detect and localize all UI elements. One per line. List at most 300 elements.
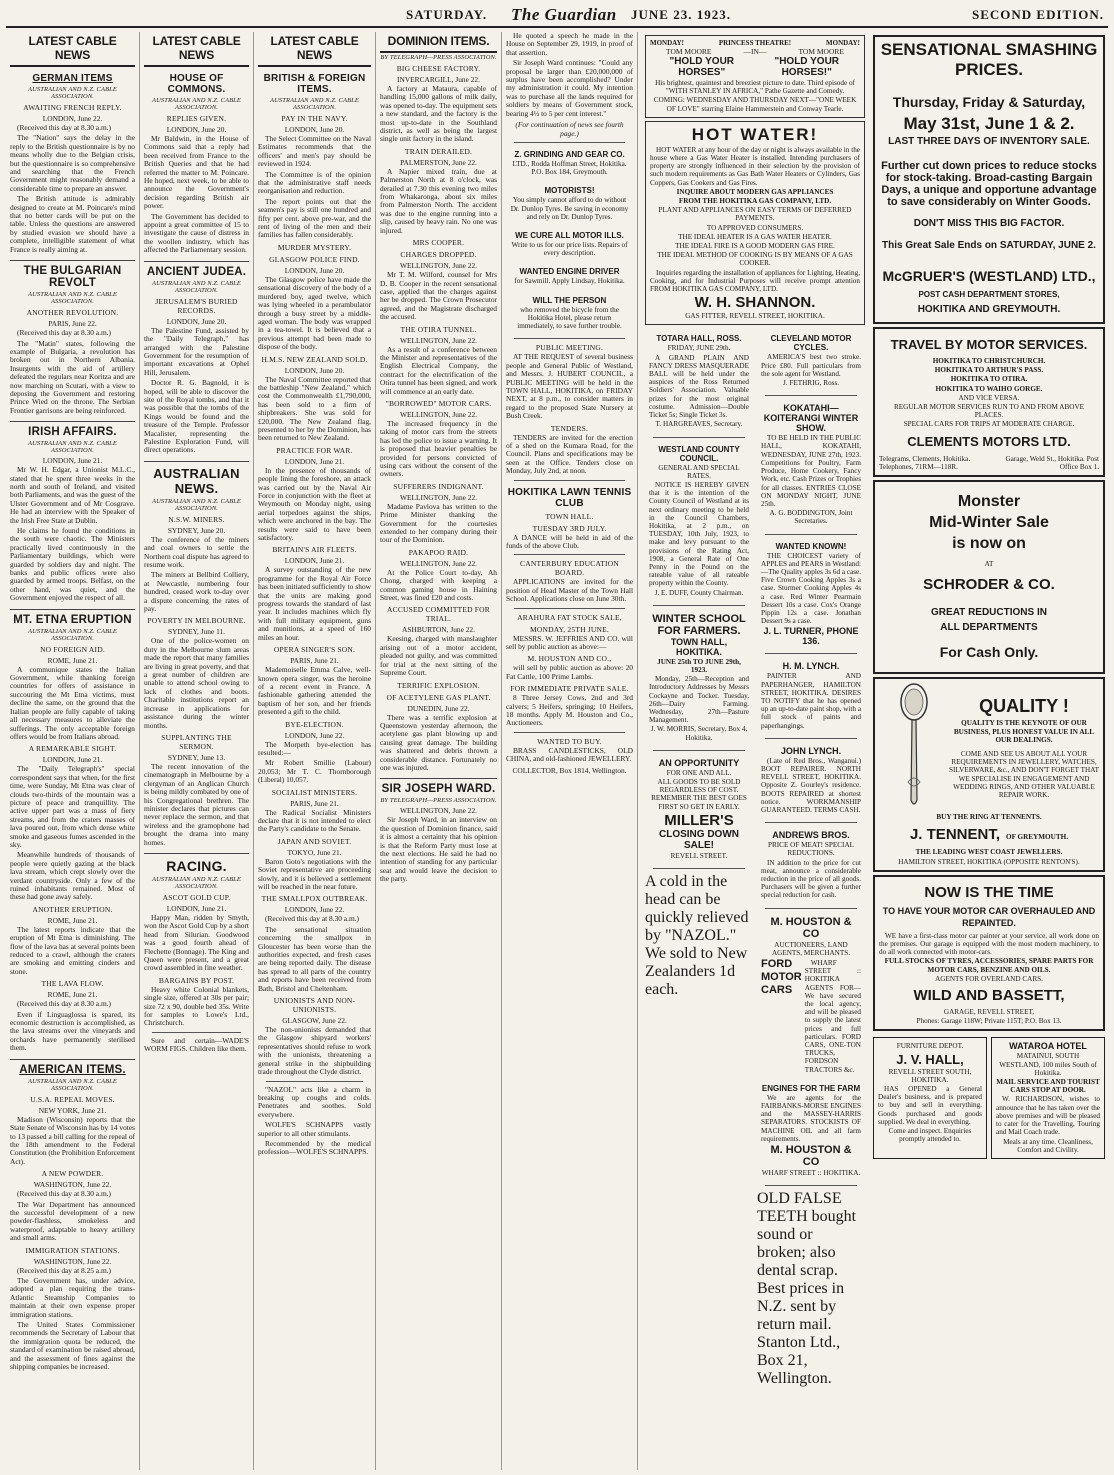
divider	[266, 1081, 363, 1082]
garage-ad	[873, 875, 1105, 1032]
classified-ad	[506, 293, 633, 335]
divider	[765, 1185, 857, 1186]
subhead: A NEW POWDER.	[41, 1169, 104, 1179]
section-title: THE BULGARIAN REVOLT	[10, 260, 135, 289]
subhead: IMMIGRATION STATIONS.	[25, 1245, 120, 1255]
paragraph: The "Daily Telegraph's" special correspondent says that when, for the first time, were Sunday, Mt Etna was clear of clouds two-thirds of the mountain was a picture of peace and tranquillity. The active upper part was a mass of fiery streams, and from the craters masses of lava poured out, from which dense white smoke and gaseous fumes ascended in the sky.	[10, 764, 135, 849]
ad-text: ALL GOODS TO BE SOLD REGARDLESS OF COST. REMEMBER THE BEST GOES FIRST SO GET IN EARLY.	[651, 777, 747, 811]
sale-title: PRICES.	[954, 60, 1024, 79]
dateline: WELLINGTON, June 22.	[399, 409, 478, 419]
paragraph: Mr Robert Smillie (Labour) 20,053; Mr T. C. Thornborough (Liberal) 10,057.	[258, 758, 371, 785]
column-6-left	[645, 328, 753, 1388]
subhead: N.S.W. MINERS.	[168, 514, 225, 524]
ad-heading: WANTED KNOWN!	[775, 541, 847, 551]
section-title: BRITISH & FOREIGN ITEMS.	[263, 73, 366, 95]
paragraph: Recommended by the medical profession—WOLFE'S SCHNAPPS.	[258, 1138, 371, 1157]
paragraph: The latest reports indicate that the eruption of Mt Etna is diminishing. The flow of the lava has at several points been reduced to a crawl, although the craters are smoking and emitting cinders and stone.	[10, 924, 135, 976]
dateline: GLASGOW, June 22.	[282, 1016, 347, 1026]
dateline: TOKYO, June 21.	[287, 847, 342, 857]
ad-heading: CLEVELAND MOTOR CYCLES.	[770, 334, 852, 353]
divider	[514, 554, 625, 555]
paragraph: WOLFE'S SCHNAPPS vastly superior to all other stimulants.	[258, 1120, 371, 1138]
subhead: TERRIFIC EXPLOSION.	[397, 680, 480, 690]
dateline: WASHINGTON, June 22.	[33, 1256, 112, 1266]
subhead: PAKAPOO RAID.	[408, 547, 469, 557]
ad-heading: WINTER SCHOOL FOR FARMERS.	[652, 612, 746, 637]
furniture-come: Come and inspect. Enquiries promptly attended to.	[888, 1127, 972, 1144]
paragraph: APPLICATIONS are invited for the position of Head Master of the Town Hall School. Applications close on June 30th.	[506, 577, 633, 604]
sale-last: LAST THREE DAYS OF INVENTORY SALE.	[888, 136, 1090, 147]
column-6	[641, 32, 869, 1470]
ad-text: (Late of Red Bros., Wanganui.) BOOT REPAIRER. NORTH REVELL STREET, HOKITIKA. Opposite Z. Gourley's residence. BOOTS REPAIRED at shortest notice. WORKMANSHIP GUARANTEED. TERMS CASH.	[761, 756, 861, 814]
ad-heading: WILL THE PERSON	[532, 295, 607, 305]
section-title: AUSTRALIAN NEWS.	[144, 461, 249, 496]
subhead: THE SMALLPOX OUTBREAK.	[261, 894, 368, 904]
column-4	[376, 32, 502, 1470]
dateline: ROME, June 21.	[47, 990, 98, 1000]
column-heading: LATEST CABLE NEWS	[10, 32, 135, 67]
edition-label: SECOND EDITION.	[971, 7, 1104, 22]
subhead: TOWN HALL.	[545, 511, 594, 521]
twin-columns	[873, 1034, 1105, 1161]
sale-at: AT	[984, 560, 994, 569]
paragraph: In the presence of thousands of people lining the foreshore, an attack was carried out by the Naval Air Force in conjunction with the fleet at Weymouth on Monday night, using aerial torpedoes against the ships, which were anchored in the bay. The results were said to have been satisfactory.	[258, 465, 371, 543]
classified-ad	[757, 400, 865, 529]
travel-regular: REGULAR MOTOR SERVICES RUN TO AND FROM ABOVE PLACES.	[893, 403, 1085, 420]
subhead: PRACTICE FOR WAR.	[276, 445, 353, 455]
masthead	[6, 4, 1108, 28]
column-2	[140, 32, 254, 1470]
jeweller-firm-row	[879, 822, 1099, 847]
ad-signature: A. G. BODDINGTON, Joint Secretaries.	[769, 509, 853, 526]
cash-only: For Cash Only.	[939, 644, 1039, 661]
dateline: SYDNEY, June 11.	[167, 627, 226, 637]
divider	[653, 750, 745, 751]
paragraph: (Received this day at 8.30 a.m.)	[17, 123, 111, 132]
dateline: ROME, June 21.	[47, 915, 98, 925]
furniture-firm: J. V. HALL,	[896, 1051, 964, 1067]
garage-title: NOW IS THE TIME	[924, 883, 1054, 901]
paragraph: Baron Goto's negotiations with the Soviet representative are proceeding slowly, and it is believed a settlement will be reached in the near future.	[258, 856, 371, 891]
divider	[765, 738, 857, 739]
dateline: ASHBURTON, June 22.	[402, 625, 475, 635]
paragraph: The War Department has announced the successful development of a new powder-flashless, smokeless and waterproof, adaptable to heavy artillery and small arms.	[10, 1199, 135, 1243]
ad-line: THE IDEAL METHOD OF COOKING IS BY MEANS OF A GAS COOKER.	[657, 251, 853, 268]
quality-text	[949, 694, 1099, 800]
subhead: BRITAIN'S AIR FLEETS.	[272, 545, 357, 555]
subhead: NO FOREIGN AID.	[40, 644, 105, 654]
quality-key: QUALITY IS THE KEYNOTE OF OUR BUSINESS, PLUS HONEST VALUE IN ALL OUR DEALINGS.	[953, 719, 1095, 744]
subhead: OPERA SINGER'S SON.	[273, 645, 356, 655]
ad-text: for Sawmill. Apply Lindsay, Hokitika.	[514, 277, 625, 286]
masthead-day: SATURDAY.	[406, 7, 488, 22]
paragraph: As a result of a conference between the Minister and representatives of the English Electrical Company, the contract for the electrification of the Otira tunnel has been signed, and work will commence at an early date.	[380, 344, 497, 396]
ad-subhead: PRICE OF MEAT! SPECIAL REDUCTIONS.	[767, 841, 855, 858]
section-title: RACING.	[144, 853, 249, 874]
ad-text: WHARF STREET :: HOKITIKA AGENTS FOR—We have secured the local agency, and will be pleased to supply the latest prices and full particulars. FORD CARS, ONE-TON TRUCKS, FORDSON TRACTORS &c.	[804, 959, 861, 1074]
subhead: MONDAY, 25TH JUNE.	[529, 624, 610, 634]
jeweller-of: OF GREYMOUTH.	[1005, 833, 1069, 842]
hotel-ad	[991, 1037, 1105, 1158]
theatre-title-row	[650, 56, 860, 78]
continuation-notice: (For continuation of news see fourth page.)	[515, 120, 624, 139]
ad-text: We are agents for the FAIRBANKS-MORSE ENGINES and the MASSEY-HARRIS SEPARATORS. STOCKISTS OF MACHINE OIL and all farm requirements.	[761, 1093, 861, 1143]
theatre-star: TOM MOORE	[666, 47, 712, 56]
jeweller-ad	[873, 677, 1105, 872]
paragraph: MESSRS. W. JEFFRIES AND CO. will sell by public auction as above:—	[506, 633, 633, 652]
paragraph: "NAZOL" acts like a charm in breaking up coughs and colds. Penetrates and soothes. Sold everywhere.	[258, 1084, 371, 1119]
paragraph: Keesing, charged with manslaughter arising out of a motor accident, pleaded not guilty, and was committed for trial at the next sitting of the Supreme Court.	[380, 634, 497, 678]
credit-line: AUSTRALIAN AND N.Z. CABLE ASSOCIATION.	[152, 279, 241, 294]
ad-firm: M. HOUSTON & CO	[770, 1144, 852, 1169]
sale-miss: DON'T MISS THIS BIG FACTOR.	[913, 218, 1065, 229]
dateline: NEW YORK, June 21.	[38, 1105, 107, 1115]
ad-line: INQUIRE ABOUT MODERN GAS APPLIANCES	[676, 187, 834, 196]
subhead: M. HOUSTON AND CO.,	[527, 654, 612, 664]
paragraph: The report points out that the seamen's pay is still one hundred and fifty per cent. above pre-war, and the rent of living of the men and their families has fallen considerably.	[258, 196, 371, 240]
paragraph: The "Matin" states, following the example of Bulgaria, a revolution has broken out in Northern Albania. Insurgents with the aid of artillery defeated the regulars near Koritza and are now marching on Scutari, with a view to deposing the Government and restoring Prince Wied on the throne. The Serbian Frontier garrisons are being reinforced.	[10, 338, 135, 415]
column-6-right	[757, 328, 865, 1388]
paragraph: Sure and certain—WADE'S WORM FIGS. Children like them.	[144, 1035, 249, 1054]
paragraph: A communique states the Italian Government, while thanking foreign countries for offers of assistance in succouring the Mt Etna victims, must decline the same, on the ground that the Italian people are fully capable of taking all necessary measures to alleviate the sufferings. The only acceptable foreign offers would be from Italians abroad.	[10, 664, 135, 741]
classified-ad	[757, 331, 865, 391]
ad-signature: J. W. MORRIS, Secretary, Box 4, Hokitika.	[650, 725, 748, 742]
paragraph: A survey outstanding of the new programme for the Royal Air Force has been initiated sufficiently to show that the units are making good progress towards the standard of last year. It includes machines which fly with full military equipment, guns and munitions, at a speed of 160 miles an hour.	[258, 565, 371, 642]
ford-side-label	[761, 958, 802, 1075]
dateline: LONDON, June 21.	[166, 903, 227, 913]
paragraph: Mr W. H. Edgar, a Unionist M.L.C., stated that he spent three weeks in the north and south of Ireland, and visited both Parliaments, and was the guest of the Ulster Government and of Mr Cosgrave. He had an interview with the Speaker of the Irish Free State at Dublin.	[10, 465, 135, 525]
credit-line: BY TELEGRAPH—PRESS ASSOCIATION.	[380, 797, 497, 805]
ad-text: TO BE HELD IN THE PUBLIC HALL, KOKATAHI, WEDNESDAY, JUNE 27th, 1923. Competitions for Poultry, Farm Produce, Home Cookery, Fancy Work, etc. Cash Prizes or Trophies for all classes. ENTRIES CLOSE ON MONDAY NIGHT, JUNE 25th.	[761, 434, 861, 508]
classified-ad	[645, 610, 753, 746]
ad-date: FRIDAY, JUNE 29th.	[667, 344, 731, 353]
subhead: MURDER MYSTERY.	[277, 242, 352, 252]
paragraph: (Received this day at 8.30 a.m.)	[265, 914, 359, 924]
column-3	[254, 32, 376, 1470]
paragraph: The miners at Bellbird Colliery, at Newcastle, numbering four hundred, ceased work to-day over a dispute concerning the rates of pay.	[144, 570, 249, 614]
sale-ad	[873, 35, 1105, 324]
section-title: ANCIENT JUDEA.	[144, 261, 249, 278]
paragraph: The Morpeth bye-election has resulted:—	[258, 739, 371, 757]
film-title: "HOLD YOUR HORSES!"	[774, 56, 840, 78]
paragraph: There was a terrific explosion at Queenstown yesterday afternoon, the acetylene gas plant blowing up and causing great damage. The building was shattered and debris thrown a considerable distance. Fortunately no one was injured.	[380, 712, 497, 772]
classified-ad	[645, 442, 753, 601]
ad-heading: TOTARA HALL, ROSS.	[656, 334, 742, 344]
paragraph: will sell by public auction as above: 20 Fat Cattle, 100 Prime Lambs.	[506, 663, 633, 681]
ford-side-word: CARS	[761, 984, 793, 997]
travel-route: HOKITIKA TO CHRISTCHURCH.	[932, 357, 1046, 365]
paragraph: The Glasgow police have made the sensational discovery of the body of a murdered boy, aged twelve, which was lying wheeled in a perambulator through a busy street by a middle-aged woman. The body was wrapped in a tea-towel. It is believed that a previous attempt had been made to dispose of the body.	[258, 274, 371, 352]
sale-word: Mid-Winter Sale	[929, 514, 1049, 532]
paragraph: The Committee is of the opinion that the administrative staff needs reorganisation and reduction.	[258, 169, 371, 196]
ad-subhead: AUCTIONEERS, LAND AGENTS, MERCHANTS.	[771, 940, 851, 957]
credit-line: AUSTRALIAN AND N.Z. CABLE ASSOCIATION.	[28, 1077, 117, 1092]
ad-subhead: FOR ONE AND ALL.	[666, 768, 732, 777]
subhead: ACCUSED COMMITTED FOR TRIAL.	[387, 605, 490, 624]
subhead: BARGAINS BY POST.	[158, 975, 235, 985]
sale-days: Thursday, Friday & Saturday,	[892, 94, 1086, 110]
sale-title: SENSATIONAL SMASHING	[880, 40, 1098, 59]
ad-text: THE CHOICEST variety of APPLES and PEARS in Westland:—The Quality apples 3s 6d a case. Five Crown Cooking Apples 3s a case. Sturmer Cooking Apples 4s a case. Red Winter Pearmain Dessert 10s a case. Cox's Orange Pippin 12s a case. Jonathan Dessert 9s a case.	[761, 551, 861, 626]
dateline: SYDNEY, June 20.	[167, 525, 226, 535]
classified-ad	[506, 264, 633, 289]
subhead: JERUSALEM'S BURIED RECORDS.	[155, 296, 238, 315]
ad-text: A GRAND PLAIN AND FANCY DRESS MASQUERADE BALL will be held under the auspices of the Ross Returned Soldiers' Association. Valuable prizes for the most original costume. Admission—Double Ticket 5s; Single Ticket 3s.	[649, 353, 749, 420]
paragraph: AT THE REQUEST of several business people and General Public of Westland, and Messrs. J. HUBERT COUNCIL, a PUBLIC MEETING will be held in the TOWN HALL, HOKITIKA, on FRIDAY NEXT, at 8 p.m., to consider matters in regard to the proposed State Nursery at Bush Creek.	[506, 352, 633, 421]
ad-line: TO APPROVED CONSUMERS.	[706, 223, 804, 232]
dateline: LONDON, June 21.	[284, 456, 345, 466]
dateline: LONDON, June 20.	[284, 125, 345, 134]
subhead: AWAITING FRENCH REPLY.	[23, 103, 122, 112]
garage-body: WE have a first-class motor car painter at your service, all work done on the premises. Our garage is equipped with the most modern machinery, to do all work connected with motor-cars.	[879, 931, 1099, 957]
subhead: UNIONISTS AND NON-UNIONISTS.	[273, 996, 356, 1015]
schroder-ad	[873, 480, 1105, 674]
dateline: WELLINGTON, June 22.	[399, 261, 478, 271]
ad-subhead: TOWN HALL, HOKITIKA.	[670, 636, 728, 657]
quality-row	[879, 682, 1099, 812]
credit-line: AUSTRALIAN AND N.Z. CABLE ASSOCIATION.	[28, 627, 117, 642]
signature: COLLECTOR, Box 1814, Wellington.	[512, 765, 627, 775]
paragraph: The Naval Committee reported that the battleship "New Zealand," which cost the Commonwealth £1,790,000, has been sold to a firm of shipbreakers. She was sold for £20,000. The New Zealand flag, presented to her by the Dominion, has been returned to New Zealand.	[258, 374, 371, 443]
garage-firm: WILD AND BASSETT,	[913, 987, 1065, 1005]
travel-title: TRAVEL BY MOTOR SERVICES.	[890, 337, 1088, 352]
dateline: LONDON, June 20.	[166, 316, 227, 326]
subhead: BYE-ELECTION.	[285, 719, 344, 729]
travel-route: HOKITIKA TO OTIRA.	[950, 375, 1028, 384]
paragraph: (Received this day at 8.25 a.m.)	[17, 1265, 111, 1275]
sale-dates: May 31st, June 1 & 2.	[903, 114, 1075, 133]
section-title: HOKITIKA LAWN TENNIS CLUB	[507, 486, 632, 509]
paragraph: The United States Commissioner recommends the Secretary of Labour that the immigration quota be reduced, the standard of examination be raised abroad, and the assessment of fines against the shipping companies be increased.	[10, 1320, 135, 1372]
subhead: REPLIES GIVEN.	[166, 114, 227, 123]
subhead: OF ACETYLENE GAS PLANT.	[386, 692, 491, 702]
section-title: HOUSE OF COMMONS.	[167, 73, 226, 95]
hotel-name: WATAROA HOTEL	[1009, 1041, 1087, 1052]
subhead: SUFFERERS INDIGNANT.	[393, 481, 484, 491]
dateline: LONDON, June 22.	[42, 114, 103, 123]
ad-text: IN addition to the price for cut meat, announce a considerable reduction in the price of all goods. Purchasers will be given a further special reduction for cash.	[761, 858, 861, 900]
masthead-date: JUNE 23. 1923.	[631, 7, 731, 22]
theatre-day-right: MONDAY!	[826, 39, 860, 47]
section-title: GERMAN ITEMS	[32, 73, 113, 84]
ad-heading: M. HOUSTON & CO	[770, 915, 852, 940]
newspaper-title: The Guardian	[511, 5, 617, 24]
paragraph: The "Nation" says the delay in the reply to the British questionnaire is by no means wholly due to the Belgian crisis, but the questionnaire is so comprehensive and searching that the French Government might reasonably demand a considerable time to prepare an answer.	[10, 133, 135, 193]
classified-ad	[506, 183, 633, 225]
classified-ad	[645, 331, 753, 432]
ad-signature: J. L. TURNER, PHONE 136.	[763, 626, 859, 647]
divider	[765, 534, 857, 535]
credit-line: AUSTRALIAN AND N.Z. CABLE ASSOCIATION.	[28, 86, 117, 100]
subhead: CHARGES DROPPED.	[400, 250, 477, 260]
dateline: WELLINGTON, June 22.	[399, 335, 478, 345]
credit-line: AUSTRALIAN AND N.Z. CABLE ASSOCIATION.	[28, 440, 117, 455]
paragraph: Mr T. M. Wilford, counsel for Mrs D. B. Cooper in the recent sensational case, applied that the charges against her be dropped. The Crown Prosecutor agreed, and the Magistrate discharged the accused.	[380, 270, 497, 322]
ad-text: HOT WATER at any hour of the day or night is always available in the house where a Gas Water Heater is installed. Intending purchasers of property are strongly influenced in their selection by the provision of such modern requirements as Gas Bath Water Heaters or Cylinders, Gas Coppers, Gas Cookers and Gas Fires.	[650, 145, 860, 187]
ad-text: OLD FALSE TEETH bought sound or broken; also dental scrap. Best prices in N.Z. sent by return mail. Stanton Ltd., Box 21, Wellington.	[757, 1190, 857, 1388]
divider	[514, 142, 625, 143]
paragraph: One of the police-women on duty in the Melbourne slum areas made the report that many families are living in great poverty, and that a great number of children are unable to attend school owing to lack of clothes and boots. Charitable institutions report an increase in applications for assistance during the winter months.	[144, 636, 249, 730]
column-heading: LATEST CABLE NEWS	[144, 32, 249, 67]
ad-signature: REVELL STREET.	[670, 851, 728, 860]
travel-telegram: Telegrams, Clements, Hokitika. Telephones, 71RM—118R.	[879, 454, 971, 471]
ad-signature: J. E. DUFF, County Chairman.	[654, 588, 744, 597]
store-sub: POST CASH DEPARTMENT STORES,	[918, 290, 1060, 299]
subhead: FOR IMMEDIATE PRIVATE SALE.	[510, 684, 629, 694]
ford-block	[761, 958, 861, 1075]
column-heading: LATEST CABLE NEWS	[258, 32, 371, 67]
reductions-line: ALL DEPARTMENTS	[940, 622, 1038, 634]
classified-ad	[757, 658, 865, 733]
hotel-location: MATAINUI, SOUTH WESTLAND, 100 miles South of Hokitika.	[999, 1052, 1097, 1077]
paragraph: The Select Committee on the Naval Estimates recommends that the officers' and men's pay should be reviewed in 1924.	[258, 134, 371, 169]
section-title: SIR JOSEPH WARD.	[380, 778, 497, 795]
jeweller-address: HAMILTON STREET, HOKITIKA (OPPOSITE RENTON'S).	[898, 857, 1080, 866]
classified-ad	[506, 147, 633, 180]
paragraph: Even if Linguaglossa is spared, its economic destruction is accomplished, as the lava streams over the vineyards and orchards have permanently sterilised them.	[10, 1009, 135, 1053]
subhead: TENDERS.	[550, 423, 589, 433]
dateline: PARIS, June 21.	[290, 798, 339, 808]
store-name: McGRUER'S (WESTLAND) LTD.,	[882, 268, 1096, 284]
paragraph: Happy Man, ridden by Smyth, won the Ascot Gold Cup by a short head from Silurian. Goodwood was a good fourth ahead of Flechette (Bonnage). The King and Queen were present, and a great crowd assembled in fine weather.	[144, 912, 249, 973]
credit-line: AUSTRALIAN AND N.Z. CABLE ASSOCIATION.	[152, 497, 241, 512]
ad-text: A cold in the head can be quickly relieved by "NAZOL." We sold to New Zealanders 1d each.	[645, 873, 749, 998]
dateline: PALMERSTON, June 22.	[400, 157, 477, 167]
dateline: INVERCARGILL, June 22.	[397, 75, 480, 84]
paragraph: A DANCE will be held in aid of the funds of the above Club.	[506, 532, 633, 550]
paragraph: A factory at Mataura, capable of handling 15,000 gallons of milk daily, was opened to-day. The equipment sets a new standard, and the factory is the most up-to-date in the Southland district, as well as being the largest single unit factory in the island.	[380, 84, 497, 144]
paragraph: A Napier mixed train, due at Palmerston North at 8 o'clock, was derailed at 7.30 this evening two miles from Whakaronga, about six miles from Palmerston North. The accident was due to the engine running into a slip, caused by heavy rain. No one was injured.	[380, 166, 497, 235]
paragraph: Mademoiselle Emma Calve, well-known opera singer, was the heroine of a recent event in France. A fashionable gathering attended the baptism of her son, and her friends presented a gift to the child.	[258, 665, 371, 717]
subhead: H.M.S. NEW ZEALAND SOLD.	[261, 354, 368, 364]
ad-signature: T. HARGREAVES, Secretary.	[655, 420, 743, 429]
theatre-header	[650, 39, 860, 47]
classified-ad	[506, 228, 633, 261]
dateline: DUNEDIN, June 22.	[407, 703, 470, 713]
ad-heading: Z. GRINDING AND GEAR CO.	[514, 150, 625, 160]
paragraph: (Received this day at 8.30 a.m.)	[17, 999, 111, 1009]
ad-address: WHARF STREET :: HOKITIKA.	[761, 1169, 861, 1178]
spoon-icon	[879, 682, 949, 812]
store-towns: HOKITIKA AND GREYMOUTH.	[917, 304, 1061, 315]
paragraph: The recent innovation of the cinematograph in Melbourne by a clergyman of an Anglican Church is being mildly combated by one of his Congregational brethren. The minister declares that pictures can never replace the sermon, and that wireless and the gramophone had brought the drama into many homes.	[144, 761, 249, 847]
dateline: WELLINGTON, June 22.	[399, 492, 478, 502]
film-title: "HOLD YOUR HORSES"	[669, 56, 735, 78]
paragraph: The Government has decided to appoint a great committee of 15 to investigate the cause of distress in the woollen industry, which has affected the Parliamentary session.	[144, 211, 249, 255]
garage-address: GARAGE, REVELL STREET,	[943, 1008, 1035, 1017]
subhead: TUESDAY 3RD JULY.	[532, 523, 607, 533]
divider	[653, 868, 745, 869]
paragraph: He quoted a speech he made in the House on September 29, 1919, in proof of that assertion.	[506, 32, 633, 57]
column-1	[6, 32, 140, 1470]
credit-line: AUSTRALIAN AND N.Z. CABLE ASSOCIATION.	[28, 291, 117, 306]
subhead: POVERTY IN MELBOURNE.	[147, 616, 246, 626]
theatre-star: TOM MOORE	[798, 47, 844, 56]
garage-phones: Phones: Garage 118W; Private 115T; P.O. Box 13.	[916, 1017, 1062, 1026]
paragraph: The sensational situation concerning the smallpox in Gloucester has been worse than the authorities expected, and fresh cases are being reported daily. The disease has spread to all parts of the country and reports have been received from Bath, Bristol and Cheltenham.	[258, 924, 371, 993]
credit-line: AUSTRALIAN AND N.Z. CABLE ASSOCIATION.	[270, 97, 359, 111]
ad-signature: J. FETHRIG, Ross.	[782, 379, 840, 388]
dateline: PARIS, June 22.	[48, 319, 97, 329]
divider	[653, 605, 745, 606]
dateline: SYDNEY, June 13.	[167, 752, 226, 762]
ad-heading: WESTLAND COUNTY COUNCIL.	[658, 444, 740, 463]
ad-text: Write to us for our price lists. Repairs of every description.	[511, 241, 628, 258]
subhead: TRAIN DERAILED.	[404, 146, 473, 156]
hotel-body: W. RICHARDSON, wishes to announce that he has taken over the above premises and will be pleased to cater for the Travelling, Touring and Mail Coach trade.	[996, 1095, 1100, 1137]
classified-ad	[757, 913, 865, 1078]
credit-line: AUSTRALIAN AND N.Z. CABLE ASSOCIATION.	[152, 875, 241, 890]
reductions-line: GREAT REDUCTIONS IN	[931, 607, 1047, 619]
ad-heading: H. M. LYNCH.	[782, 661, 840, 672]
ad-firm: MILLER'S	[664, 811, 734, 829]
ford-side-word: FORD	[761, 958, 793, 971]
subhead: THE OTIRA TUNNEL.	[400, 324, 477, 334]
divider	[514, 480, 625, 481]
ad-text: You simply cannot afford to do without Dr. Dunlop Tyres. Be saving in economy and rely on Dr. Dunlop Tyres.	[510, 196, 629, 221]
subhead: PUBLIC MEETING.	[535, 343, 604, 353]
column-7	[869, 32, 1109, 1470]
sale-ends: This Great Sale Ends on SATURDAY, JUNE 2.	[882, 240, 1096, 251]
jeweller-firm: J. TENNENT,	[909, 826, 1000, 844]
furniture-address: REVELL STREET SOUTH, HOKITIKA.	[888, 1067, 972, 1084]
travel-special: SPECIAL CARS FOR TRIPS AT MODERATE CHARGE.	[903, 420, 1075, 429]
theatre-day-left: MONDAY!	[650, 39, 684, 47]
dateline: WASHINGTON, June 22.	[33, 1180, 112, 1190]
paragraph: Doctor R. G. Bagnold, it is hoped, will be able to discover the site of the Royal tombs, and that it was possible that the tombs of the Kings would be found and the treasure of the Temple. Professor Macalister, representing the Palestine Exploration Fund, will direct operations.	[144, 378, 249, 455]
quality-body: COME AND SEE US ABOUT ALL YOUR REQUIREMENTS IN JEWELLERY, WATCHES, SILVERWARE, &c., AND DON'T FORGET THAT WE SPECIALISE IN ENGAGEMENT AND WEDDING RINGS, AND OTHER VALUABLE REPAIR WORK.	[949, 749, 1099, 799]
store-name: SCHRODER & CO.	[923, 576, 1055, 594]
paragraph: (Received this day at 8.30 a.m.)	[17, 328, 111, 338]
dateline: PARIS, June 21.	[290, 656, 339, 666]
travel-firm: CLEMENTS MOTORS LTD.	[907, 433, 1071, 449]
paragraph: The Government has, under advice, adopted a plan requiring the trans-Atlantic Steamship Companies to maintain at their own expense proper immigration stations.	[10, 1275, 135, 1319]
divider	[765, 822, 857, 823]
ad-heading: AN OPPORTUNITY	[658, 757, 740, 768]
dateline: LONDON, June 21.	[42, 456, 103, 466]
ad-text: AMERICA'S best two stroke. Price £80. Full particulars from the sole agent for Westland.	[761, 353, 861, 378]
ad-text: His brightest, quaintest and breeziest picture to date. Third episode of "WITH STANLEY IN AFRICA," Pathe Gazette and Comedy.	[655, 79, 855, 96]
ad-line: FROM THE HOKITIKA GAS COMPANY, LTD.	[678, 197, 832, 206]
theatre-ad	[645, 35, 865, 118]
gas-ad	[645, 121, 865, 326]
ad-text: NOTICE IS HEREBY GIVEN that it is the intention of the County Council of Westland at its next ordinary meeting to be held in the Council Chambers, Hokitika, at 2 p.m., on TUESDAY, 10th July, 1923, to make and levy pursuant to the provisions of the Rating Act, 1908, a General Rate of One Penny in the Pound on the rateable value of all rateable property within the County.	[649, 480, 749, 588]
paragraph: The increased frequency in the taking of motor cars from the streets has led the police to issue a warning. It is proposed that heavier penalties be provided for persons convicted of using cars without the consent of the owners.	[380, 418, 497, 479]
subhead: ANOTHER ERUPTION.	[32, 904, 113, 914]
ad-heading: HOT WATER!	[691, 124, 819, 144]
ad-heading: ENGINES FOR THE FARM	[761, 1083, 861, 1093]
travel-vice: AND VICE VERSA.	[958, 393, 1020, 402]
theatre-in: —IN—	[743, 47, 767, 56]
paragraph: Meanwhile hundreds of thousands of people were quietly gazing at the black lava stream, which crept slowly over the verdant countryside. Only a few of the ruined inhabitants remained. Most of these had gone away safely.	[10, 850, 135, 902]
travel-contacts	[879, 454, 1099, 472]
ad-heading: WANTED ENGINE DRIVER	[519, 267, 620, 277]
hotel-mail: MAIL SERVICE AND TOURIST CARS STOP AT DOOR.	[996, 1078, 1100, 1095]
ad-heading: MOTORISTS!	[544, 186, 595, 196]
ad-address: GAS FITTER, REVELL STREET, HOKITIKA.	[685, 312, 825, 321]
credit-line: AUSTRALIAN AND N.Z. CABLE ASSOCIATION.	[152, 97, 241, 111]
paragraph: 8 Three Jersey Cows, 2nd and 3rd calvers; 5 Heifers, springing; 10 Heifers, 18 months. Apply M. Houston and Co., Auctioneers.	[506, 693, 633, 728]
ad-line: THE IDEAL HEATER IS A GAS WATER HEATER.	[678, 232, 832, 241]
quality-title: QUALITY !	[979, 696, 1069, 717]
subhead: U.S.A. REPEAL MOVES.	[30, 1094, 115, 1104]
subhead: WANTED TO BUY.	[537, 736, 602, 746]
paragraph: BRASS CANDLESTICKS, OLD CHINA, and old-fashioned JEWELLERY.	[506, 745, 633, 764]
subhead: A REMARKABLE SIGHT.	[28, 744, 117, 754]
dateline: LONDON, June 22.	[284, 905, 345, 915]
ad-heading: KOKATAHI—KOITERANGI WINTER SHOW.	[763, 403, 859, 434]
classified-ad	[757, 539, 865, 650]
